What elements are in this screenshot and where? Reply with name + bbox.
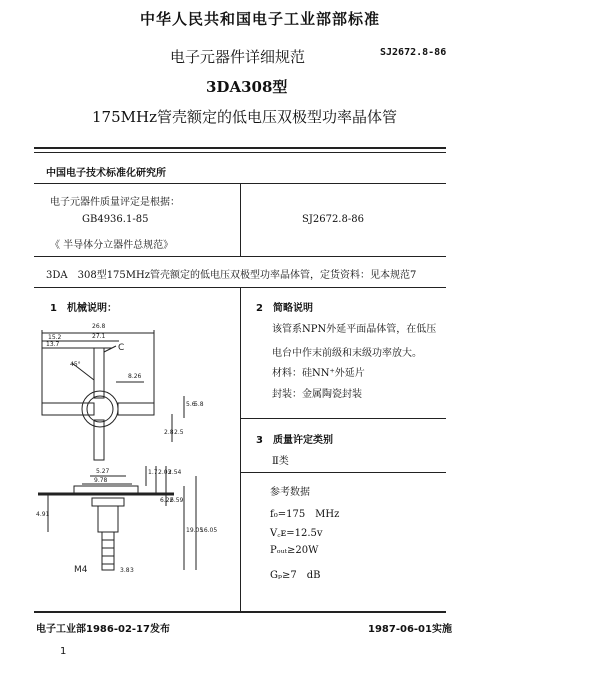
desc-material: 材料：硅NN⁺外延片 [272,368,365,379]
divider-basis [34,256,446,257]
doc-type-title: 电子元器件详细规范 [170,48,306,66]
dim-659-label: 6.59 [170,497,184,504]
ref-pout: Pₒᵤₜ≥20W [270,545,319,556]
summary-line: 3DA 308型175MHz管壳额定的低电压双极型功率晶体管，定货资料：见本规范7 [46,270,417,281]
product-subtitle: 175MHz管壳额定的低电压双极型功率晶体管 [92,108,397,126]
model-title: 3DA308型 [206,78,288,96]
mechanical-drawing [34,318,236,583]
dim-56-label: 5.6 [186,401,196,408]
divider-main-vertical [240,288,241,611]
section1-title: 1 机械说明： [50,303,117,314]
dim-25-label: 2.5 [174,429,184,436]
dim-15-label: 15.2 [48,334,62,341]
ministry-title: 中华人民共和国电子工业部部标准 [140,10,381,28]
basis-spec-name: 《 半导体分立器件总规范》 [50,240,174,251]
basis-label: 电子元器件质量评定是根据： [50,197,180,208]
desc-line-1: 该管系NPN外延平面晶体管，在低压 [272,324,437,335]
desc-line-2: 电台中作末前级和末级功率放大。 [272,348,422,359]
divider-basis-vertical [240,184,241,256]
divider-top-2 [34,152,446,153]
dim-254-label: 2.54 [168,469,182,476]
ref-frequency: f₀=175 MHz [270,509,340,520]
dim-m4-label: M4 [74,565,88,575]
desc-package: 封装：金属陶瓷封装 [272,389,362,400]
top-body-inner [87,396,113,422]
section3-title: 3 质量许定类别 [256,435,333,446]
dim-978-label: 9.78 [94,477,108,484]
institute-name: 中国电子技术标准化研究所 [46,168,166,179]
quality-category: Ⅱ类 [272,456,289,467]
basis-sj: SJ2672.8-86 [302,214,364,225]
divider-reference [241,472,446,473]
standard-code: SJ2672.8-86 [380,47,447,58]
dim-203-label: 2.03 [158,469,172,476]
divider-footer [34,611,446,613]
divider-section3 [241,418,446,419]
dim-28-label: 2.8 [164,429,174,436]
dim-17-label: 1.7 [148,469,158,476]
effective-date: 1987-06-01实施 [368,624,452,635]
dim-27-label: 27.1 [92,333,106,340]
dim-527-label: 5.27 [96,468,110,475]
section2-title: 2 简略说明 [256,303,313,314]
dim-1605-label: 16.05 [200,527,218,534]
dim-622-label: 6.22 [160,497,174,504]
side-base [92,498,124,506]
dim-3-label: 3 [130,567,134,574]
page-number: 1 [60,646,67,657]
basis-gb: GB4936.1-85 [82,214,149,225]
dim-58-label: 5.8 [194,401,204,408]
dim-38-label: 3.8 [120,567,130,574]
issued-date: 电子工业部1986-02-17发布 [36,624,170,635]
reference-title: 参考数据 [270,487,310,498]
dim-c-label: C [118,343,125,353]
dim-491-label: 4.91 [36,511,50,518]
side-stud [98,506,118,532]
top-lead-left [42,403,94,415]
ref-vce: V꜀ᴇ=12.5v [270,528,323,539]
top-lead-up [94,348,104,398]
dim-45-label: 45° [70,361,81,368]
collector-leader [104,346,116,352]
dim-1905-label: 19.05 [186,527,204,534]
dim-13-label: 13.7 [46,341,60,348]
divider-top [34,147,446,149]
dim-26-label: 26.8 [92,323,106,330]
ref-gain: Gₚ≥7 dB [270,570,321,581]
dim-826-label: 8.26 [128,373,142,380]
top-lead-right [118,403,154,415]
